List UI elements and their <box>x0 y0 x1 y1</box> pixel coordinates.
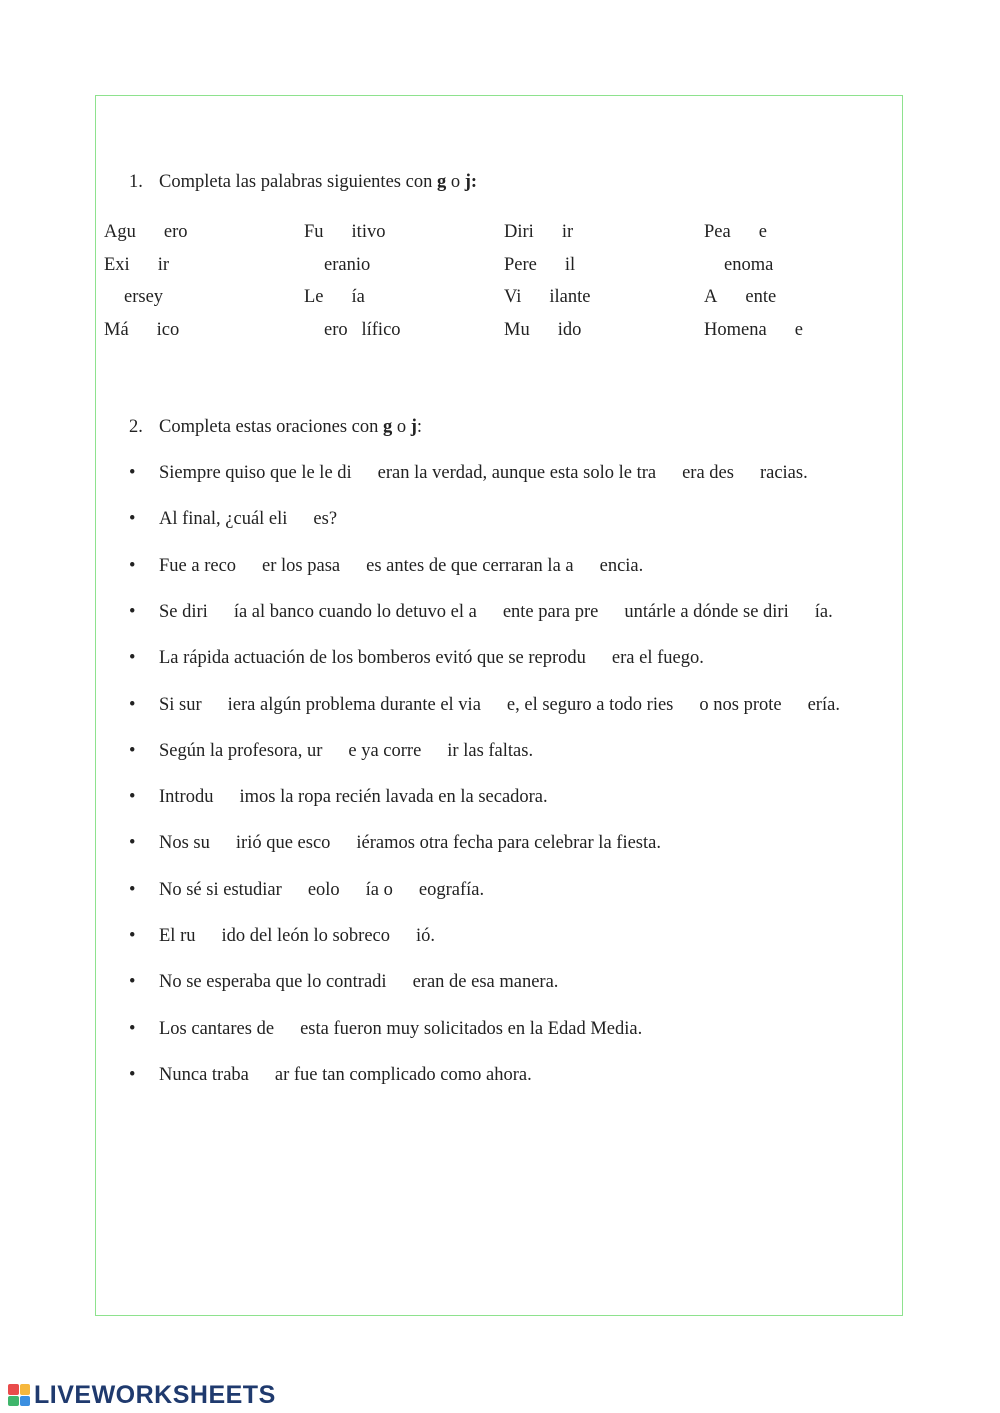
bullet-icon: • <box>129 926 136 946</box>
sentence-fragment: ir las faltas. <box>447 741 534 761</box>
word-prefix: Fu <box>304 222 324 242</box>
question-2-text: Completa estas oraciones con <box>159 417 383 437</box>
word-item <box>704 254 773 276</box>
sentence-fragment: Si sur <box>159 695 202 715</box>
bullet-icon: • <box>129 972 136 992</box>
sentence-item <box>129 508 337 530</box>
word-item <box>704 286 776 308</box>
word-item <box>104 319 179 341</box>
word-prefix: Mu <box>504 320 530 340</box>
question-1-title <box>129 171 477 193</box>
bullet-icon: • <box>129 833 136 853</box>
word-item <box>304 221 385 243</box>
question-2-title <box>129 416 422 438</box>
sentence-fragment: No se esperaba que lo contradi <box>159 972 387 992</box>
bullet-icon: • <box>129 1019 136 1039</box>
word-suffix: enoma <box>724 255 774 275</box>
letter-g: g <box>436 172 447 192</box>
sentence-fragment: irió que esco <box>235 833 331 853</box>
sentence-fragment: Nunca traba <box>159 1065 249 1085</box>
sentence-fragment: ido del león lo sobreco <box>221 926 390 946</box>
sentence-item <box>129 832 661 854</box>
sentence-item <box>129 786 548 808</box>
word-item <box>704 319 803 341</box>
sentence-fragment: ería. <box>807 695 840 715</box>
word-suffix: ero <box>163 222 188 242</box>
sentence-fragment: ió. <box>416 926 436 946</box>
sentence-item <box>129 555 643 577</box>
bullet-icon: • <box>129 787 136 807</box>
word-item <box>504 254 575 276</box>
word-item <box>104 286 163 308</box>
word-prefix: Vi <box>504 287 522 307</box>
letter-j: j: <box>464 172 478 192</box>
brand-name: LIVEWORKSHEETS <box>34 1380 276 1409</box>
sentence-fragment: ía al banco cuando lo detuvo el a <box>233 602 477 622</box>
word-item <box>104 221 188 243</box>
word-suffix: ico <box>156 320 180 340</box>
sentence-fragment: untárle a dónde se diri <box>624 602 789 622</box>
word-suffix: e <box>794 320 803 340</box>
sentence-fragment: eran de esa manera. <box>412 972 559 992</box>
sentence-fragment: es antes de que cerraran la a <box>366 556 574 576</box>
sentence-item <box>129 462 808 484</box>
sentence-fragment: eografía. <box>418 880 485 900</box>
sentence-fragment: Fue a reco <box>159 556 237 576</box>
bullet-icon: • <box>129 1065 136 1085</box>
sentence-fragment: es? <box>313 509 338 529</box>
sentence-item <box>129 1018 642 1040</box>
connector: o <box>446 172 465 192</box>
letter-g: g <box>383 417 393 437</box>
word-suffix: ía <box>351 287 365 307</box>
word-suffix: ido <box>557 320 582 340</box>
bullet-icon: • <box>129 695 136 715</box>
sentence-fragment: era des <box>682 463 734 483</box>
sentence-fragment: imos la ropa recién lavada en la secadora. <box>239 787 548 807</box>
sentence-fragment: eran la verdad, aunque esta solo le tra <box>377 463 657 483</box>
word-suffix: ente <box>745 287 777 307</box>
bullet-icon: • <box>129 556 136 576</box>
sentence-fragment: er los pasa <box>262 556 341 576</box>
bullet-icon: • <box>129 602 136 622</box>
word-suffix: e <box>758 222 767 242</box>
sentence-fragment: e, el seguro a todo ries <box>506 695 674 715</box>
word-item <box>504 286 590 308</box>
question-2-number: 2. <box>129 417 143 437</box>
sentence-fragment: ar fue tan complicado como ahora. <box>274 1065 532 1085</box>
sentence-item <box>129 879 484 901</box>
word-item <box>504 319 581 341</box>
sentence-fragment: o nos prote <box>699 695 782 715</box>
word-suffix: il <box>564 255 576 275</box>
bullet-icon: • <box>129 509 136 529</box>
sentence-fragment: Siempre quiso que le le di <box>159 463 352 483</box>
sentence-fragment: e ya corre <box>348 741 422 761</box>
sentence-item <box>129 694 840 716</box>
word-suffix: ero lífico <box>324 320 401 340</box>
word-suffix: ir <box>561 222 574 242</box>
sentence-fragment: eolo <box>307 880 340 900</box>
word-suffix: ilante <box>549 287 591 307</box>
question-1-number: 1. <box>129 172 143 192</box>
word-prefix: Exi <box>104 255 130 275</box>
letter-j: j <box>410 417 417 437</box>
sentence-fragment: Se diri <box>159 602 208 622</box>
footer-logo <box>8 1381 276 1409</box>
word-item <box>104 254 169 276</box>
sentence-fragment: No sé si estudiar <box>159 880 282 900</box>
sentence-fragment: iéramos otra fecha para celebrar la fiesta. <box>356 833 661 853</box>
word-prefix: Diri <box>504 222 534 242</box>
sentence-fragment: era el fuego. <box>611 648 704 668</box>
question-1-text: Completa las palabras siguientes con <box>159 172 437 192</box>
word-suffix: ir <box>157 255 170 275</box>
colon: : <box>416 417 423 437</box>
sentence-item <box>129 740 533 762</box>
sentence-fragment: La rápida actuación de los bomberos evitó que se reprodu <box>159 648 586 668</box>
sentence-item <box>129 971 558 993</box>
sentence-fragment: Los cantares de <box>159 1019 275 1039</box>
sentence-fragment: racias. <box>759 463 808 483</box>
word-prefix: Agu <box>104 222 136 242</box>
bullet-icon: • <box>129 463 136 483</box>
sentence-fragment: Según la profesora, ur <box>159 741 323 761</box>
word-item <box>504 221 573 243</box>
sentence-fragment: ía o <box>365 880 393 900</box>
word-item <box>304 319 401 341</box>
sentence-fragment: ía. <box>814 602 833 622</box>
sentence-item <box>129 601 833 623</box>
bullet-icon: • <box>129 648 136 668</box>
sentence-fragment: Nos su <box>159 833 210 853</box>
bullet-icon: • <box>129 741 136 761</box>
word-prefix: Pere <box>504 255 537 275</box>
word-prefix: Pea <box>704 222 731 242</box>
word-prefix: Homena <box>704 320 767 340</box>
word-prefix: Má <box>104 320 129 340</box>
connector: o <box>392 417 411 437</box>
word-suffix: eranio <box>324 255 371 275</box>
word-prefix: A <box>704 287 718 307</box>
sentence-fragment: Al final, ¿cuál eli <box>159 509 288 529</box>
sentence-fragment: esta fueron muy solicitados en la Edad Media. <box>300 1019 643 1039</box>
sentence-fragment: ente para pre <box>502 602 599 622</box>
sentence-item <box>129 1064 532 1086</box>
bullet-icon: • <box>129 880 136 900</box>
sentence-fragment: iera algún problema durante el via <box>227 695 481 715</box>
word-item <box>304 254 370 276</box>
sentence-item <box>129 647 704 669</box>
word-suffix: ersey <box>124 287 164 307</box>
word-prefix: Le <box>304 287 324 307</box>
sentence-item <box>129 925 435 947</box>
sentence-fragment: Introdu <box>159 787 214 807</box>
liveworksheets-logo-icon <box>8 1384 30 1406</box>
sentence-fragment: encia. <box>599 556 644 576</box>
word-item <box>304 286 365 308</box>
sentence-fragment: El ru <box>159 926 196 946</box>
word-suffix: itivo <box>351 222 386 242</box>
word-item <box>704 221 767 243</box>
